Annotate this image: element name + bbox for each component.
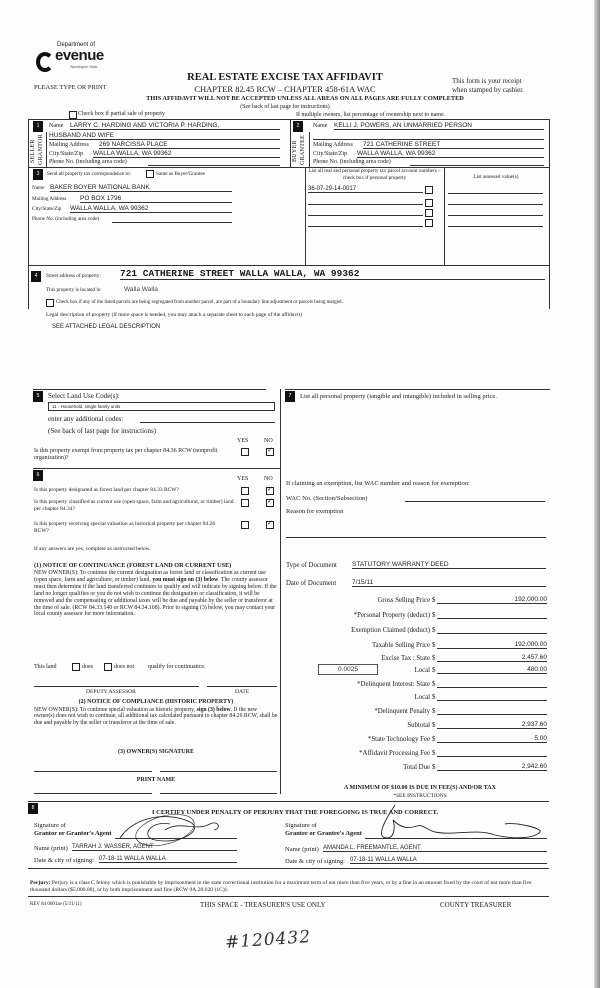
street-address-label: Street address of property: [46,273,101,279]
print-name-label: PRINT NAME [136,777,176,783]
grantor-name-label: Name (print) [34,845,68,852]
excise-local-label: Local [414,667,430,674]
doc-date-field[interactable]: 7/15/11 [352,579,546,587]
date-label: DATE [235,689,250,695]
delinquent-interest-state-label: *Delinquent Interest: State [357,681,430,688]
personal-property-label: List all personal property (tangible and intangible) included in selling price. [300,393,497,400]
see-back-note: (See back of last page for instructions) [240,104,330,110]
does-label: does [82,664,93,670]
owner-signature-title: (3) OWNER(S) SIGNATURE [118,749,194,755]
seller-name-field[interactable]: LARRY C. HARDING AND VICTORIA P. HARDING, [70,122,280,130]
buyer-label: BUYER [292,140,298,162]
form-chapter: CHAPTER 82.45 RCW – CHAPTER 458-61A WAC [194,84,376,94]
grantor-label: GRANTOR [38,134,44,166]
assessed-value-1[interactable] [448,186,543,194]
currency-sign: $ [432,736,436,743]
assessed-value-2[interactable] [448,197,543,205]
delinquent-interest-local-field[interactable] [437,693,547,701]
currency-sign: $ [432,642,436,649]
section-5-badge: 5 [33,391,43,402]
buyer-phone-field[interactable] [410,158,544,166]
parcel-number-2[interactable] [308,197,423,205]
revenue-logo-icon [36,52,54,72]
grantee-signature-icon[interactable] [365,800,545,845]
scan-edge-shadow [594,0,600,988]
delinquent-penalty-field[interactable] [437,707,547,715]
assessed-value-4[interactable] [448,219,543,227]
section-2-badge: 2 [293,121,303,132]
no-header-5: NO [264,438,273,444]
historic-question: Is this property receiving special valuation as historical property per chapter 84.26 RCW? [34,521,216,534]
exempt-yes-checkbox[interactable] [241,448,249,456]
currency-sign: $ [432,612,436,619]
section-8-badge: 8 [28,803,38,814]
exemption-claimed-label: Exemption Claimed (deduct) [351,627,430,634]
subtotal-label: Subtotal [407,722,430,729]
grantee-sig-label-1: Signature of [285,822,317,829]
delinquent-penalty-label: *Delinquent Penalty [374,708,430,715]
parcel-number-3[interactable] [308,208,423,216]
reason-field[interactable] [286,530,546,538]
correspondence-mailing-field[interactable]: PO BOX 1796 [80,195,232,203]
logo-dept-text: Department of [57,42,96,48]
exempt-question: Is this property exempt from property tax per chapter 84.36 RCW (nonprofit organization)? [34,448,218,461]
personal-property-deduct-field[interactable] [437,611,547,619]
forest-no-checkbox[interactable] [266,487,274,495]
currency-sign: $ [432,708,436,715]
street-address-field[interactable]: 721 CATHERINE STREET WALLA WALLA, WA 99362 [120,268,545,280]
same-as-buyer-checkbox[interactable] [146,170,154,178]
total-due-field[interactable]: 2,942.60 [437,763,547,771]
currency-sign: $ [432,627,436,634]
gross-selling-label: Gross Selling Price [377,597,430,604]
currency-sign: $ [432,694,436,701]
grantee-label: GRANTEE [300,134,306,166]
current-use-question: Is this property classified as current use (open space, farm and agricultural, or timber) land per chapter 84.34? [34,499,234,512]
correspondence-name-field[interactable]: BAKER BOYER NATIONAL BANK [50,184,232,192]
processing-fee-field[interactable] [437,749,547,757]
grantor-date-label: Date & city of signing: [34,857,94,864]
forest-land-question: Is this property designated as forest land per chapter 84.33 RCW? [34,487,179,493]
grantor-date-field[interactable]: 07-18-11 WALLA WALLA [99,856,237,863]
section-7-badge: 7 [285,391,295,402]
currency-sign: $ [432,597,436,604]
no-header-6: NO [264,476,273,482]
multiple-owners-note: If multiple owners, list percentage of ownership next to name. [296,112,446,118]
yes-header-5: YES [237,438,249,444]
buyer-name-label: Name [313,123,328,129]
parcel-3-personal-checkbox[interactable] [425,209,433,217]
delinquent-interest-local-label: Local [414,694,430,701]
parcel-number-4[interactable] [308,219,423,227]
partial-sale-checkbox[interactable] [69,111,77,119]
send-correspondence-label: Send all property tax correspondence to: [47,171,131,177]
seller-mailing-field[interactable]: 269 NARCISSA PLACE [99,141,280,149]
grantee-date-field[interactable]: 07-18-11 WALLA WALLA [350,857,547,864]
logo-state-text: Washington State [70,65,98,69]
receipt-note-2: when stamped by cashier. [452,86,524,94]
buyer-name-field[interactable]: KELLI J. POWERS, AN UNMARRIED PERSON [334,122,544,130]
parcel-4-personal-checkbox[interactable] [425,219,433,227]
parcel-1-personal-checkbox[interactable] [425,186,433,194]
grantor-sig-label-2: Grantor or Grantor's Agent [34,830,112,837]
historic-no-checkbox[interactable] [266,521,274,529]
land-use-label: Select Land Use Code(s): [48,392,120,400]
section-3-badge: 3 [33,169,43,180]
completeness-warning: THIS AFFIDAVIT WILL NOT BE ACCEPTED UNLESS ALL AREAS ON ALL PAGES ARE FULLY COMPLETED [146,95,464,102]
section-1-badge: 1 [33,121,43,132]
land-use-select[interactable]: 11 - Household, single family units [48,402,275,411]
correspondence-mailing-label: Mailing Address [32,196,67,202]
exempt-no-checkbox[interactable] [266,448,274,456]
correspondence-city-field[interactable]: WALLA WALLA, WA 99362 [70,205,232,213]
doc-type-field[interactable]: STATUTORY WARRANTY DEED [352,561,546,569]
forest-yes-checkbox[interactable] [241,487,249,495]
legal-description-label: Legal description of property (if more space is needed, you may attach a separate sheet to each page of the affidavit) [46,312,302,318]
same-as-buyer-label: Same as Buyer/Grantee [156,171,205,177]
excise-state-label: Excise Tax : State [381,655,430,662]
assessed-header: List assessed value(s) [473,174,519,180]
notice-continuance-title: (1) NOTICE OF CONTINUANCE (FOREST LAND OR CURRENT USE) [34,562,232,569]
grantee-name-field[interactable]: AMANDA L. FREEMANTLE, AGENT [323,845,547,852]
delinquent-interest-state-field[interactable] [437,680,547,688]
buyer-name-field-2[interactable] [313,132,544,140]
see-instructions-note: *SEE INSTRUCTIONS [393,793,447,799]
grantee-name-label: Name (print) [285,846,319,853]
section-4-badge: 4 [31,271,41,282]
historic-yes-checkbox[interactable] [241,521,249,529]
personal-property-deduct-label: *Personal Property (deduct) [353,612,430,619]
parcel-number-1[interactable]: 36-07-29-14-0017 [308,186,423,193]
grantee-date-label: Date & city of signing: [285,858,345,865]
please-type-text: PLEASE TYPE OR PRINT [34,84,107,91]
tech-fee-label: *State Technology Fee [367,736,430,743]
currency-sign: $ [432,722,436,729]
reason-label: Reason for exemption [286,508,344,515]
does-not-label: does not [114,664,135,670]
grantor-name-field[interactable]: TARRAH J. WASSER, AGENT [72,844,237,851]
notice-continuance-body: NEW OWNER(S): To continue the current designation as forest land or classification as current use (open space, farm and agriculture, or timber) land, you must sign on (3) below. The county assessor must then determine if the land transferred continues to qualify and will indicate by signing below. If the land no longer qualifies or you do not wish to continue the designation or classification, it will be removed and the compensating or additional taxes will be due and payable by the seller or transferor at the time of sale. (RCW 84.33.140 or RCW 84.34.108). Prior to signing (3) below, you may contact your local county assessor for more information. [34,570,277,618]
currency-sign: $ [432,681,436,688]
buyer-mailing-label: Mailing Address [313,142,353,148]
assessed-value-3[interactable] [448,208,543,216]
located-in-value[interactable]: Walla Walla [124,286,158,293]
buyer-mailing-field[interactable]: 721 CATHERINE STREET [363,141,544,149]
qualify-label: qualify for continuance. [148,664,206,670]
gross-selling-field[interactable]: 192,000.00 [437,596,547,604]
doc-date-label: Date of Document [286,580,337,587]
subtotal-field[interactable]: 2,937.60 [437,721,547,729]
if-yes-instruction: If any answers are yes, complete as instructed below. [34,546,151,552]
buyer-city-label: City/State/Zip [313,151,347,157]
correspondence-city-label: City/State/Zip [32,206,62,212]
exemption-claimed-field[interactable] [437,626,547,634]
grantee-sig-label-2: Grantee or Grantee's Agent [285,830,362,837]
seller-label: SELLER [30,139,36,163]
currency-sign: $ [432,667,436,674]
correspondence-name-label: Name [32,185,45,191]
processing-fee-label: *Affidavit Processing Fee [359,750,430,757]
taxable-selling-field[interactable]: 192,000.00 [437,641,547,649]
buyer-city-field[interactable]: WALLA WALLA, WA 99362 [357,150,544,158]
certify-statement: I CERTIFY UNDER PENALTY OF PERJURY THAT THE FOREGOING IS TRUE AND CORRECT. [151,809,438,816]
correspondence-phone-field[interactable] [112,215,232,223]
receipt-note-1: This form is your receipt [452,77,522,85]
segregated-label: Check box if any of the listed parcels are being segregated from another parcel, are part of a boundary line adjustment or parcels being merged. [56,300,343,305]
parcel-header: List all real and personal property tax parcel account numbers – check box if personal property [308,168,441,181]
rev-number: REV 84 0001ae (5/31/11) [30,902,82,907]
excise-local-field[interactable]: 480.00 [437,666,547,674]
form-title: REAL ESTATE EXCISE TAX AFFIDAVIT [187,72,383,83]
legal-description-value[interactable]: SEE ATTACHED LEGAL DESCRIPTION [52,324,161,330]
this-land-label: This land [34,664,57,670]
notice-compliance-title: (2) NOTICE OF COMPLIANCE (HISTORIC PROPERTY) [78,699,234,705]
see-back-instructions: (See back of last page for instructions) [48,427,157,435]
additional-codes-field[interactable] [140,415,275,423]
currency-sign: $ [432,655,436,662]
segregated-checkbox[interactable] [46,299,54,307]
seller-mailing-label: Mailing Address [49,142,89,148]
county-treasurer-label: COUNTY TREASURER [440,901,512,909]
deputy-assessor-label: DEPUTY ASSESSOR [86,689,136,695]
seller-name-field-2[interactable]: HUSBAND AND WIFE [49,132,280,140]
treasurer-use-label: THIS SPACE - TREASURER'S USE ONLY [200,901,326,909]
minimum-fee-note: A MINIMUM OF $10.00 IS DUE IN FEE(S) AND/OR TAX [344,785,496,791]
notice-compliance-body: NEW OWNER(S): To continue special valuation as historic property, sign (3) below. If the new owner(s) does not wish to continue, all additional tax calculated pursuant to chapter 84.26 RCW, shall be due and payable by the seller or transferor at the time of sale. [34,707,278,726]
seller-phone-label: Phone No. (including area code) [49,159,127,165]
land-does-checkbox[interactable] [72,663,80,671]
additional-codes-label: enter any additional codes: [48,415,124,423]
total-due-label: Total Due [403,764,430,771]
handwritten-reference-number: #120432 [224,927,312,953]
section-6-badge: 6 [33,470,43,481]
logo-name-text: evenue [55,47,104,64]
local-rate-field[interactable]: 0.0025 [318,664,378,675]
land-does-not-checkbox[interactable] [104,663,112,671]
current-use-yes-checkbox[interactable] [241,499,249,507]
currency-sign: $ [432,764,436,771]
exemption-label: If claiming an exemption, list WAC number and reason for exemption: [286,480,470,487]
currency-sign: $ [432,750,436,757]
seller-city-label: City/State/Zip [49,151,83,157]
buyer-phone-label: Phone No. (including area code) [313,159,391,165]
partial-sale-label: Check box if partial sale of property [78,111,165,117]
parcel-2-personal-checkbox[interactable] [425,199,433,207]
doc-type-label: Type of Document [286,562,337,569]
seller-city-field[interactable]: WALLA WALLA, WA 99362 [93,150,280,158]
taxable-selling-label: Taxable Selling Price [371,642,430,649]
wac-field[interactable] [405,494,545,502]
current-use-no-checkbox[interactable] [266,499,274,507]
correspondence-phone-label: Phone No. (including area code) [32,216,100,222]
seller-phone-field[interactable] [148,158,280,166]
excise-state-field[interactable]: 2,457.60 [437,654,547,662]
wac-label: WAC No. (Section/Subsection) [286,495,368,502]
perjury-notice: Perjury: Perjury is a class C felony which is punishable by imprisonment in the state correctional institution for a maximum term of not more than five years, or by a fine in an amount fixed by the court of not more than five thousand dollars ($5,000.00), or by both imprisonment and fine (RCW 9A.20.020 (1C)). [30,880,532,893]
tech-fee-field[interactable]: 5.00 [437,735,547,743]
grantor-sig-label-1: Signature of [34,822,66,829]
seller-name-label: Name [49,123,64,129]
yes-header-6: YES [237,476,249,482]
located-in-label: This property is located in [46,287,101,293]
